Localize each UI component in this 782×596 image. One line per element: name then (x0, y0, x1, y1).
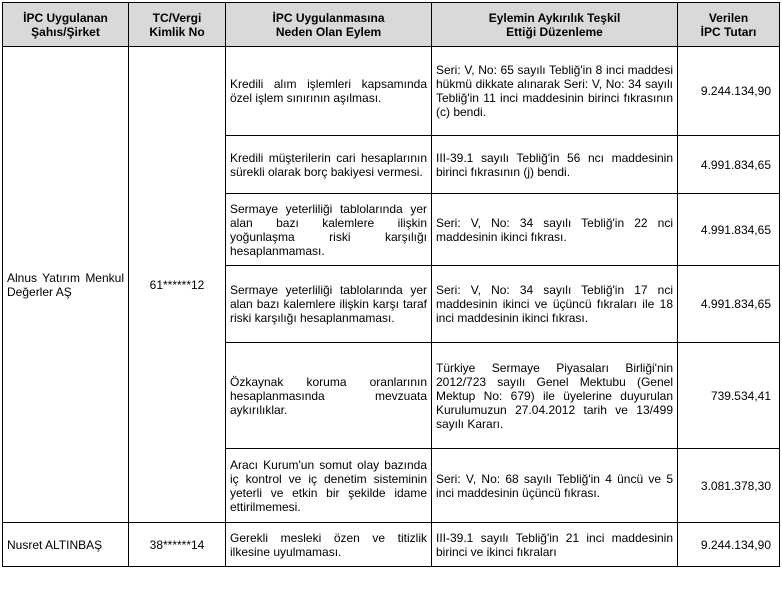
table-row (3, 523, 780, 567)
regulation-cell: Türkiye Sermaye Piyasaları Birliği'nin 2012/723 sayılı Genel Mektubu (Genel Mektup No: 679) ile üyelerine duyurulan Kurulumuzun 27.04.2012 tarih ve 13/499 sayılı Kararı. (432, 343, 678, 449)
header-tax-id: TC/Vergi Kimlik No (129, 3, 226, 47)
header-amount: Verilen İPC Tutarı (678, 3, 780, 47)
entity-tax-id: 61******12 (129, 47, 226, 523)
action-cell: Sermaye yeterliliği tablolarında yer alan bazı kalemlere ilişkin karşı taraf riski karşılığı hesaplanmaması. (226, 266, 432, 343)
action-cell: Aracı Kurum'un somut olay bazında iç kontrol ve iç denetim sisteminin yeterli ve etkin bir şekilde idame ettirilmemesi. (226, 449, 432, 523)
regulation-cell: Seri: V, No: 34 sayılı Tebliğ'in 17 nci maddesinin ikinci ve üçüncü fıkraları ile 18 inci maddesinin ikinci fıkrası. (432, 266, 678, 343)
header-person-company: İPC Uygulanan Şahıs/Şirket (3, 3, 129, 47)
action-cell: Kredili alım işlemleri kapsamında özel işlem sınırının aşılması. (226, 47, 432, 136)
amount-cell: 9.244.134,90 (678, 47, 780, 136)
action-cell: Özkaynak koruma oranlarının hesaplanmasında mevzuata aykırılıklar. (226, 343, 432, 449)
header-row (3, 3, 780, 47)
table-row (3, 47, 780, 136)
amount-cell: 739.534,41 (678, 343, 780, 449)
regulation-cell: III-39.1 sayılı Tebliğ'in 21 inci maddesinin birinci ve ikinci fıkraları (432, 523, 678, 567)
amount-cell: 4.991.834,65 (678, 266, 780, 343)
entity-name: Alnus Yatırım Menkul Değerler AŞ (3, 47, 129, 523)
regulation-cell: Seri: V, No: 68 sayılı Tebliğ'in 4 üncü ve 5 inci maddesinin üçüncü fıkrası. (432, 449, 678, 523)
amount-cell: 4.991.834,65 (678, 194, 780, 266)
regulation-cell: Seri: V, No: 65 sayılı Tebliğ'in 8 inci maddesi hükmü dikkate alınarak Seri: V, No: 34 sayılı Tebliğ'in 11 inci maddesinin birinci fıkrasının (c) bendi. (432, 47, 678, 136)
amount-cell: 3.081.378,30 (678, 449, 780, 523)
amount-cell: 9.244.134,90 (678, 523, 780, 567)
header-action: İPC Uygulanmasına Neden Olan Eylem (226, 3, 432, 47)
action-cell: Sermaye yeterliliği tablolarında yer alan bazı kalemlere ilişkin yoğunlaşma riski karşılığı hesaplanmaması. (226, 194, 432, 266)
entity-name: Nusret ALTINBAŞ (3, 523, 129, 567)
penalty-table (2, 2, 780, 567)
entity-tax-id: 38******14 (129, 523, 226, 567)
action-cell: Kredili müşterilerin cari hesaplarının sürekli olarak borç bakiyesi vermesi. (226, 136, 432, 194)
amount-cell: 4.991.834,65 (678, 136, 780, 194)
regulation-cell: III-39.1 sayılı Tebliğ'in 56 ncı maddesinin birinci fıkrasının (j) bendi. (432, 136, 678, 194)
header-regulation: Eylemin Aykırılık Teşkil Ettiği Düzenleme (432, 3, 678, 47)
regulation-cell: Seri: V, No: 34 sayılı Tebliğ'in 22 nci maddesinin ikinci fıkrası. (432, 194, 678, 266)
action-cell: Gerekli mesleki özen ve titizlik ilkesine uyulmaması. (226, 523, 432, 567)
